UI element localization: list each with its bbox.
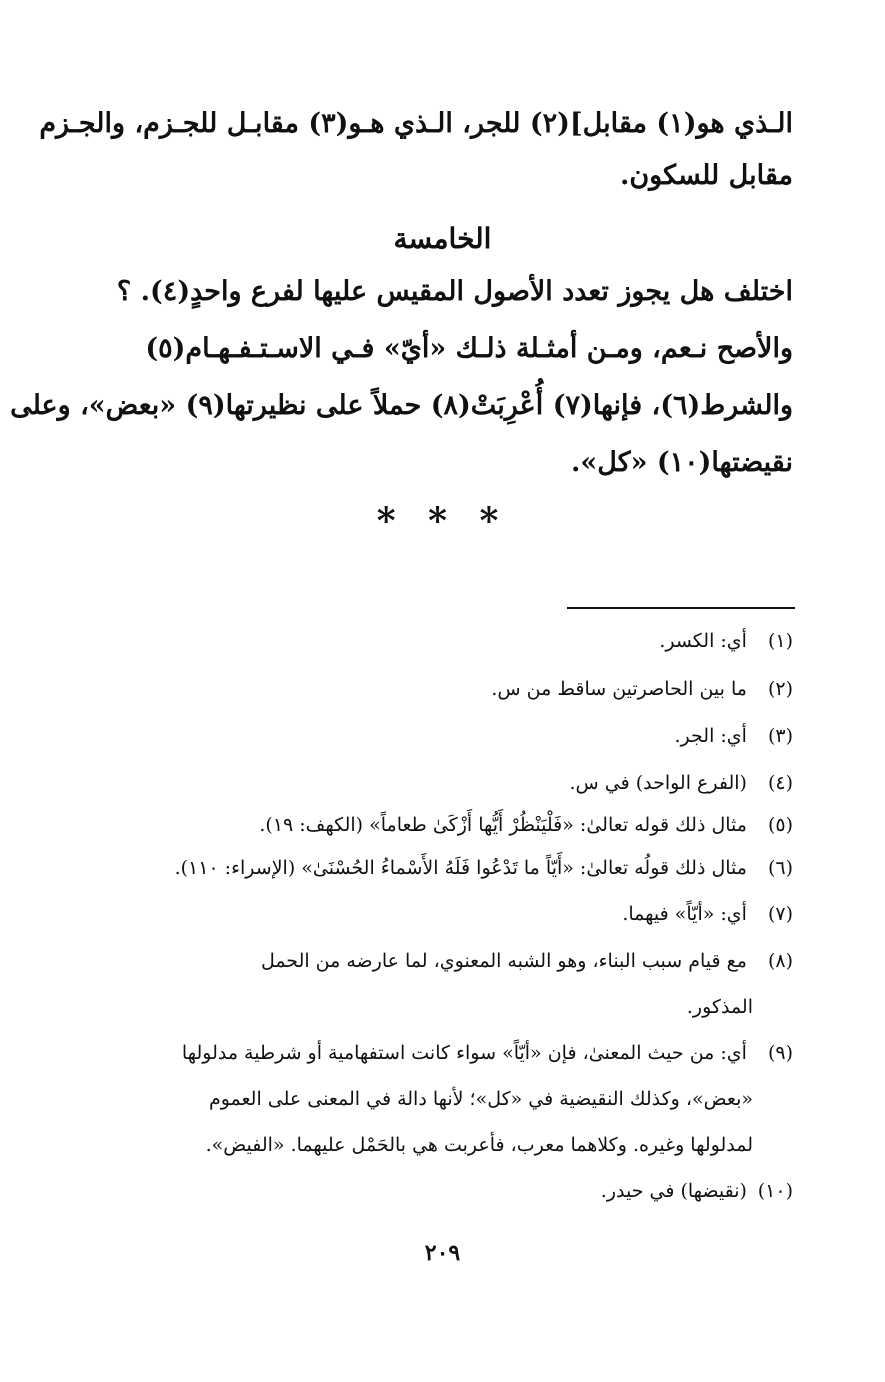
footnote-divider bbox=[567, 607, 795, 609]
footnote-number: (١٠) bbox=[757, 1180, 793, 1202]
footnote-text: (الفرع الواحد) في س. bbox=[569, 772, 747, 794]
footnote-number: (٩) bbox=[767, 1042, 793, 1064]
body-line-6: نقيضتها(١٠) «كل». bbox=[571, 447, 793, 478]
footnote-9-continuation-1: «بعض»، وكذلك النقيضية في «كل»؛ لأنها دالة في المعنى على العموم bbox=[208, 1088, 753, 1110]
footnote-9-continuation-2: لمدلولها وغيره. وكلاهما معرب، فأعربت هي بالحَمْل عليهما. «الفيض». bbox=[205, 1134, 753, 1156]
footnote-number: (٣) bbox=[767, 725, 793, 747]
footnote-8 bbox=[261, 950, 793, 972]
body-line-1: الـذي هو(١) مقابل](٢) للجر، الـذي هـو(٣) مقابـل للجـزم، والجـزم bbox=[39, 108, 793, 139]
footnote-8-continuation: المذكور. bbox=[686, 996, 753, 1018]
footnote-1 bbox=[659, 630, 793, 652]
footnote-9 bbox=[182, 1042, 793, 1064]
footnote-6 bbox=[175, 857, 793, 879]
footnote-5 bbox=[259, 814, 793, 836]
footnote-text: ما بين الحاصرتين ساقط من س. bbox=[491, 678, 747, 700]
section-heading: الخامسة bbox=[393, 222, 492, 255]
footnote-7 bbox=[622, 903, 793, 925]
footnote-number: (٢) bbox=[767, 678, 793, 700]
footnote-text: أي: من حيث المعنىٰ، فإن «أيّاً» سواء كانت استفهامية أو شرطية مدلولها bbox=[181, 1042, 747, 1064]
section-separator-stars: * * * bbox=[376, 500, 509, 542]
footnote-text: مثال ذلك قوله تعالىٰ: «فَلْيَنْظُرْ أَيُّها أَزْكَىٰ طعاماً» (الكهف: ١٩). bbox=[259, 814, 747, 836]
footnote-text: مع قيام سبب البناء، وهو الشبه المعنوي، لما عارضه من الحمل bbox=[260, 950, 747, 972]
body-line-5: والشرط(٦)، فإنها(٧) أُعْرِبَتْ(٨) حملاً على نظيرتها(٩) «بعض»، وعلى bbox=[10, 390, 793, 421]
footnote-number: (٤) bbox=[767, 772, 793, 794]
footnote-text: أي: الكسر. bbox=[659, 630, 747, 652]
footnote-number: (٨) bbox=[767, 950, 793, 972]
footnote-text: مثال ذلك قولُه تعالىٰ: «أَيّاً ما تَدْعُوا فَلَهُ الأَسْماءُ الحُسْنَىٰ» (الإسراء: ١١٠). bbox=[174, 857, 747, 879]
footnote-number: (٦) bbox=[767, 857, 793, 879]
footnote-number: (٧) bbox=[767, 903, 793, 925]
footnote-text: (نقيضها) في حيدر. bbox=[600, 1180, 747, 1202]
footnote-text: أي: الجر. bbox=[674, 725, 747, 747]
footnote-text: أي: «أيّاً» فيهما. bbox=[622, 903, 747, 925]
body-line-2: مقابل للسكون. bbox=[619, 160, 793, 191]
footnote-3 bbox=[675, 725, 794, 747]
page-number: ٢٠٩ bbox=[424, 1240, 461, 1266]
body-line-3: اختلف هل يجوز تعدد الأصول المقيس عليها لفرع واحدٍ(٤). ؟ bbox=[116, 276, 793, 307]
footnote-2 bbox=[491, 678, 793, 700]
footnote-10 bbox=[601, 1180, 793, 1202]
body-line-4: والأصح نـعم، ومـن أمثـلة ذلـك «أيّ» فـي الاسـتـفـهـام(٥) bbox=[145, 333, 793, 364]
footnote-number: (٥) bbox=[767, 814, 793, 836]
footnote-4 bbox=[569, 772, 793, 794]
footnote-number: (١) bbox=[767, 630, 793, 652]
